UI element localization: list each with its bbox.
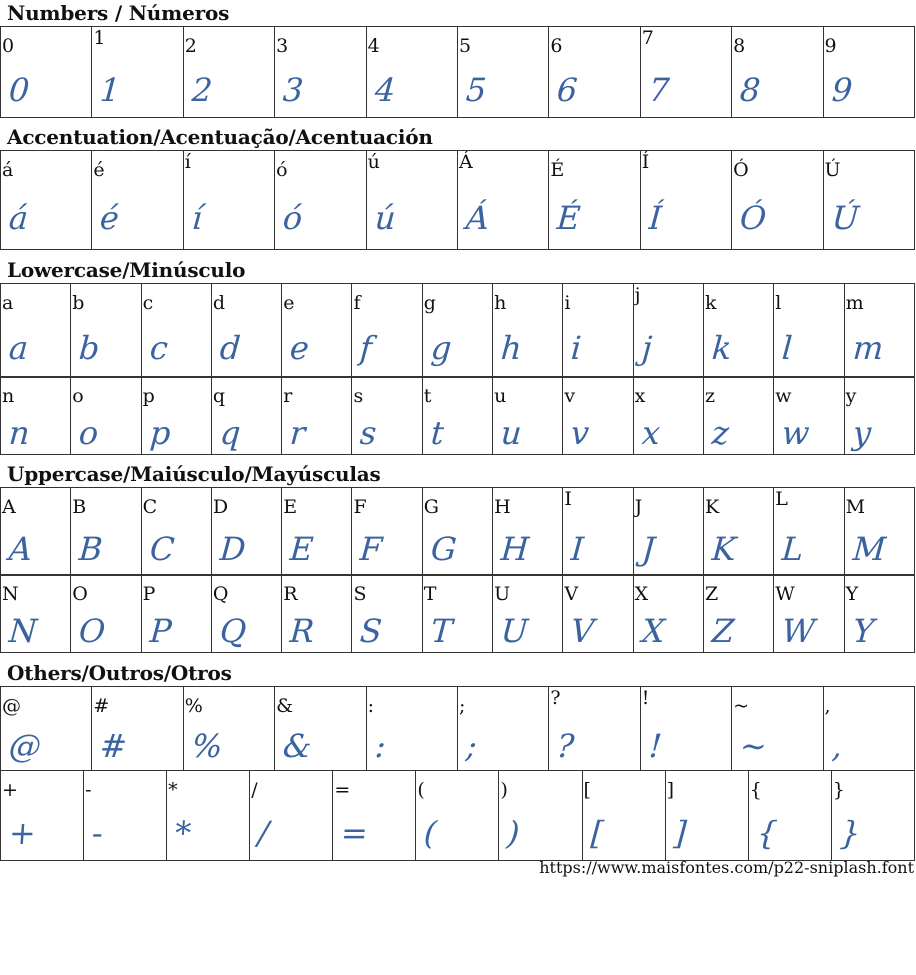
- glyph-sample: u: [499, 414, 524, 452]
- glyph-cell: [457, 687, 548, 771]
- glyph-sample: q: [218, 414, 242, 452]
- glyph-sample: v: [570, 414, 591, 452]
- glyph-label: 9: [824, 35, 837, 57]
- glyph-sample: W: [780, 612, 817, 650]
- glyph-label: h: [494, 292, 507, 314]
- glyph-label: 1: [93, 27, 106, 49]
- glyph-cell: [183, 687, 274, 771]
- glyph-cell: [183, 27, 274, 118]
- glyph-sample: /: [256, 814, 271, 852]
- glyph-label: Ó: [733, 159, 749, 181]
- glyph-sample: K: [710, 530, 738, 568]
- glyph-sample: 9: [830, 71, 854, 109]
- glyph-sample: =: [339, 814, 370, 852]
- glyph-label: H: [494, 496, 511, 518]
- glyph-sample: L: [780, 530, 805, 568]
- glyph-cell: [275, 27, 366, 118]
- glyph-cell: [1, 377, 71, 455]
- glyph-cell: [640, 687, 731, 771]
- glyph-label: t: [423, 385, 432, 407]
- glyph-cell: [416, 771, 499, 861]
- glyph-label: -: [85, 779, 92, 801]
- glyph-label: ;: [458, 695, 466, 717]
- glyph-sample: Z: [710, 612, 736, 650]
- glyph-sample: V: [570, 612, 596, 650]
- glyph-label: G: [423, 496, 439, 518]
- glyph-label: :: [367, 695, 374, 717]
- glyph-cell: [141, 284, 211, 378]
- glyph-label: *: [168, 779, 178, 801]
- glyph-label: !: [641, 687, 650, 709]
- glyph-cell: [71, 488, 141, 576]
- glyph-label: z: [704, 385, 715, 407]
- glyph-label: x: [634, 385, 646, 407]
- glyph-label: O: [72, 583, 88, 605]
- glyph-label: M: [845, 496, 866, 518]
- accents-title: Accentuation/Acentuação/Acentuación: [7, 125, 433, 149]
- glyph-cell: [84, 771, 167, 861]
- glyph-label: @: [2, 695, 21, 717]
- glyph-cell: [703, 488, 773, 576]
- glyph-label: k: [704, 292, 717, 314]
- glyph-sample: b: [77, 329, 102, 367]
- glyph-label: /: [251, 779, 258, 801]
- glyph-sample: !: [647, 727, 663, 765]
- glyph-cell: [732, 27, 823, 118]
- glyph-sample: 3: [281, 71, 305, 109]
- glyph-cell: [633, 488, 703, 576]
- glyph-label: +: [2, 779, 18, 801]
- glyph-sample: ?: [556, 727, 576, 765]
- glyph-cell: [422, 284, 492, 378]
- accents-grid: [0, 150, 915, 250]
- glyph-label: E: [283, 496, 298, 518]
- glyph-sample: H: [499, 530, 531, 568]
- lowercase-grid-row1: [0, 283, 915, 378]
- glyph-sample: y: [851, 414, 872, 452]
- glyph-sample: 1: [99, 71, 123, 109]
- glyph-label: 7: [641, 27, 654, 49]
- glyph-sample: B: [77, 530, 105, 568]
- glyph-label: r: [283, 385, 293, 407]
- glyph-cell: [774, 284, 844, 378]
- glyph-sample: Ú: [830, 199, 860, 237]
- glyph-sample: Í: [647, 199, 663, 237]
- glyph-cell: [422, 377, 492, 455]
- glyph-label: 2: [184, 35, 197, 57]
- glyph-cell: [844, 377, 914, 455]
- glyph-sample: g: [429, 329, 453, 367]
- glyph-label: B: [72, 496, 87, 518]
- glyph-label: j: [634, 284, 641, 306]
- glyph-label: Q: [212, 583, 229, 605]
- glyph-sample: m: [851, 329, 885, 367]
- glyph-sample: @: [7, 727, 43, 765]
- glyph-label: T: [423, 583, 437, 605]
- glyph-label: X: [634, 583, 649, 605]
- glyph-sample: r: [288, 414, 307, 452]
- glyph-sample: ó: [281, 199, 304, 237]
- glyph-cell: [282, 575, 352, 653]
- glyph-label: e: [283, 292, 295, 314]
- glyph-label: V: [564, 583, 579, 605]
- glyph-sample: +: [7, 814, 38, 852]
- glyph-label: A: [2, 496, 16, 518]
- glyph-cell: [748, 771, 831, 861]
- glyph-label: i: [564, 292, 571, 314]
- glyph-cell: [1, 284, 71, 378]
- glyph-cell: [493, 575, 563, 653]
- glyph-cell: [366, 687, 457, 771]
- glyph-label: w: [775, 385, 792, 407]
- glyph-sample: J: [640, 530, 656, 568]
- glyph-cell: [183, 151, 274, 250]
- glyph-cell: [732, 687, 823, 771]
- glyph-sample: ~: [738, 727, 769, 765]
- glyph-sample: k: [710, 329, 733, 367]
- glyph-cell: [1, 488, 71, 576]
- glyph-cell: [457, 151, 548, 250]
- glyph-cell: [275, 151, 366, 250]
- glyph-sample: Á: [464, 199, 491, 237]
- others-title: Others/Outros/Otros: [7, 661, 232, 685]
- uppercase-grid-row1: [0, 487, 915, 576]
- glyph-cell: [774, 575, 844, 653]
- glyph-cell: [282, 377, 352, 455]
- glyph-label: P: [142, 583, 156, 605]
- glyph-cell: [211, 488, 281, 576]
- glyph-label: ,: [824, 695, 831, 717]
- glyph-sample: n: [7, 414, 31, 452]
- glyph-sample: G: [429, 530, 458, 568]
- glyph-cell: [282, 488, 352, 576]
- glyph-label: f: [353, 292, 361, 314]
- glyph-cell: [703, 284, 773, 378]
- glyph-sample: i: [570, 329, 583, 367]
- glyph-cell: [633, 575, 703, 653]
- glyph-label: m: [845, 292, 864, 314]
- glyph-cell: [1, 771, 84, 861]
- glyph-sample: 0: [7, 71, 31, 109]
- glyph-label: Y: [845, 583, 859, 605]
- glyph-sample: ]: [672, 814, 688, 852]
- glyph-sample: j: [640, 329, 653, 367]
- glyph-sample: ): [506, 814, 522, 852]
- glyph-label: %: [184, 695, 203, 717]
- glyph-sample: o: [77, 414, 100, 452]
- glyph-label: L: [775, 488, 788, 510]
- glyph-cell: [665, 771, 748, 861]
- glyph-cell: [563, 575, 633, 653]
- glyph-cell: [71, 575, 141, 653]
- glyph-label: Í: [641, 151, 650, 173]
- glyph-cell: [823, 687, 914, 771]
- glyph-sample: C: [148, 530, 176, 568]
- glyph-cell: [1, 151, 92, 250]
- others-grid-row2: [0, 770, 915, 861]
- glyph-label: É: [550, 159, 565, 181]
- glyph-cell: [633, 284, 703, 378]
- glyph-label: l: [775, 292, 782, 314]
- glyph-cell: [250, 771, 333, 861]
- glyph-label: a: [2, 292, 14, 314]
- glyph-cell: [1, 575, 71, 653]
- glyph-cell: [563, 488, 633, 576]
- glyph-sample: #: [99, 727, 129, 765]
- lowercase-grid-row2: [0, 376, 915, 455]
- glyph-sample: :: [373, 727, 387, 765]
- glyph-sample: A: [7, 530, 34, 568]
- glyph-cell: [1, 687, 92, 771]
- numbers-grid: [0, 26, 915, 118]
- glyph-sample: P: [148, 612, 173, 650]
- glyph-sample: &: [281, 727, 313, 765]
- glyph-cell: [831, 771, 914, 861]
- glyph-sample: (: [423, 814, 439, 852]
- glyph-cell: [141, 377, 211, 455]
- source-url[interactable]: https://www.maisfontes.com/p22-sniplash.font: [539, 858, 914, 877]
- glyph-cell: [549, 151, 640, 250]
- glyph-sample: 7: [647, 71, 671, 109]
- glyph-label: 0: [2, 35, 15, 57]
- glyph-sample: Ó: [738, 199, 768, 237]
- glyph-sample: a: [7, 329, 30, 367]
- glyph-cell: [275, 687, 366, 771]
- glyph-cell: [211, 575, 281, 653]
- glyph-cell: [141, 575, 211, 653]
- glyph-cell: [352, 488, 422, 576]
- glyph-cell: [1, 27, 92, 118]
- glyph-cell: [333, 771, 416, 861]
- glyph-cell: [352, 377, 422, 455]
- glyph-cell: [167, 771, 250, 861]
- glyph-cell: [732, 151, 823, 250]
- glyph-label: c: [142, 292, 154, 314]
- glyph-sample: í: [190, 199, 204, 237]
- glyph-label: N: [2, 583, 19, 605]
- glyph-cell: [640, 151, 731, 250]
- glyph-sample: h: [499, 329, 524, 367]
- glyph-sample: ú: [373, 199, 397, 237]
- glyph-sample: X: [640, 612, 666, 650]
- glyph-sample: z: [710, 414, 731, 452]
- glyph-sample: w: [780, 414, 811, 452]
- glyph-label: {: [749, 779, 762, 801]
- glyph-label: g: [423, 292, 436, 314]
- glyph-label: U: [494, 583, 511, 605]
- glyph-cell: [141, 488, 211, 576]
- glyph-sample: p: [148, 414, 172, 452]
- glyph-label: Ú: [824, 159, 841, 181]
- glyph-label: ó: [276, 159, 288, 181]
- glyph-cell: [211, 284, 281, 378]
- glyph-sample: é: [99, 199, 121, 237]
- glyph-label: C: [142, 496, 158, 518]
- glyph-label: F: [353, 496, 367, 518]
- glyph-sample: f: [359, 329, 374, 367]
- glyph-label: á: [2, 159, 14, 181]
- glyph-cell: [422, 575, 492, 653]
- glyph-sample: É: [556, 199, 583, 237]
- glyph-sample: U: [499, 612, 530, 650]
- glyph-sample: c: [148, 329, 169, 367]
- glyph-sample: á: [7, 199, 30, 237]
- glyph-cell: [457, 27, 548, 118]
- glyph-cell: [71, 284, 141, 378]
- glyph-cell: [703, 377, 773, 455]
- glyph-cell: [823, 27, 914, 118]
- glyph-label: Z: [704, 583, 719, 605]
- glyph-cell: [211, 377, 281, 455]
- glyph-cell: [844, 488, 914, 576]
- glyph-sample: 2: [190, 71, 214, 109]
- glyph-sample: }: [838, 814, 862, 852]
- glyph-cell: [493, 488, 563, 576]
- glyph-sample: 8: [738, 71, 762, 109]
- lowercase-title: Lowercase/Minúsculo: [7, 258, 246, 282]
- glyph-sample: E: [288, 530, 315, 568]
- glyph-label: 6: [550, 35, 563, 57]
- glyph-cell: [352, 284, 422, 378]
- glyph-label: R: [283, 583, 298, 605]
- glyph-sample: ,: [830, 727, 844, 765]
- glyph-label: 3: [276, 35, 289, 57]
- glyph-cell: [563, 377, 633, 455]
- glyph-sample: l: [780, 329, 794, 367]
- glyph-label: }: [832, 779, 845, 801]
- glyph-cell: [549, 687, 640, 771]
- glyph-label: y: [845, 385, 857, 407]
- glyph-sample: 6: [556, 71, 580, 109]
- glyph-label: q: [212, 385, 226, 407]
- glyph-label: u: [494, 385, 507, 407]
- glyph-cell: [352, 575, 422, 653]
- glyph-cell: [422, 488, 492, 576]
- glyph-label: (: [417, 779, 425, 801]
- glyph-sample: N: [7, 612, 39, 650]
- glyph-label: ?: [550, 687, 561, 709]
- glyph-sample: s: [359, 414, 379, 452]
- glyph-label: b: [72, 292, 85, 314]
- glyph-cell: [774, 377, 844, 455]
- glyph-sample: -: [90, 814, 105, 852]
- glyph-label: 8: [733, 35, 746, 57]
- glyph-label: í: [184, 151, 191, 173]
- glyph-label: 4: [367, 35, 380, 57]
- glyph-sample: t: [429, 414, 445, 452]
- glyph-sample: D: [218, 530, 247, 568]
- glyph-label: d: [212, 292, 226, 314]
- glyph-sample: T: [429, 612, 454, 650]
- glyph-sample: *: [173, 814, 193, 852]
- numbers-title: Numbers / Números: [7, 1, 230, 25]
- glyph-sample: S: [359, 612, 384, 650]
- glyph-sample: M: [851, 530, 887, 568]
- glyph-label: J: [634, 496, 643, 518]
- glyph-cell: [92, 27, 183, 118]
- glyph-label: é: [93, 159, 105, 181]
- glyph-sample: 5: [464, 71, 488, 109]
- uppercase-title: Uppercase/Maiúsculo/Mayúsculas: [7, 462, 381, 486]
- glyph-sample: ;: [464, 727, 479, 765]
- glyph-label: 5: [458, 35, 472, 57]
- glyph-label: n: [2, 385, 15, 407]
- glyph-label: v: [564, 385, 576, 407]
- glyph-cell: [366, 151, 457, 250]
- glyph-sample: %: [190, 727, 224, 765]
- others-grid-row1: [0, 686, 915, 771]
- glyph-cell: [633, 377, 703, 455]
- glyph-sample: 4: [373, 71, 397, 109]
- glyph-sample: F: [359, 530, 385, 568]
- glyph-label: S: [353, 583, 367, 605]
- glyph-sample: Q: [218, 612, 248, 650]
- glyph-label: s: [353, 385, 364, 407]
- glyph-sample: I: [570, 530, 586, 568]
- glyph-cell: [774, 488, 844, 576]
- glyph-sample: e: [288, 329, 311, 367]
- glyph-cell: [563, 284, 633, 378]
- glyph-cell: [844, 284, 914, 378]
- glyph-label: Á: [458, 151, 473, 173]
- glyph-cell: [92, 687, 183, 771]
- glyph-label: ~: [733, 695, 750, 717]
- glyph-cell: [823, 151, 914, 250]
- glyph-cell: [549, 27, 640, 118]
- glyph-label: [: [583, 779, 591, 801]
- glyph-label: =: [334, 779, 351, 801]
- glyph-cell: [499, 771, 582, 861]
- glyph-cell: [282, 284, 352, 378]
- glyph-label: K: [704, 496, 720, 518]
- glyph-cell: [844, 575, 914, 653]
- glyph-sample: {: [755, 814, 779, 852]
- glyph-cell: [92, 151, 183, 250]
- glyph-label: ): [500, 779, 508, 801]
- uppercase-grid-row2: [0, 574, 915, 653]
- glyph-cell: [703, 575, 773, 653]
- glyph-sample: R: [288, 612, 316, 650]
- glyph-label: p: [142, 385, 155, 407]
- glyph-sample: O: [77, 612, 107, 650]
- glyph-sample: Y: [851, 612, 876, 650]
- glyph-label: D: [212, 496, 229, 518]
- glyph-label: ]: [666, 779, 675, 801]
- glyph-label: o: [72, 385, 84, 407]
- glyph-label: ú: [367, 151, 380, 173]
- glyph-cell: [582, 771, 665, 861]
- glyph-label: W: [775, 583, 795, 605]
- glyph-cell: [493, 377, 563, 455]
- glyph-sample: d: [218, 329, 242, 367]
- glyph-label: &: [276, 695, 294, 717]
- glyph-cell: [640, 27, 731, 118]
- glyph-sample: [: [589, 814, 605, 852]
- glyph-cell: [366, 27, 457, 118]
- glyph-cell: [493, 284, 563, 378]
- glyph-label: #: [93, 695, 110, 717]
- glyph-cell: [71, 377, 141, 455]
- glyph-sample: x: [640, 414, 662, 452]
- glyph-label: I: [564, 488, 572, 510]
